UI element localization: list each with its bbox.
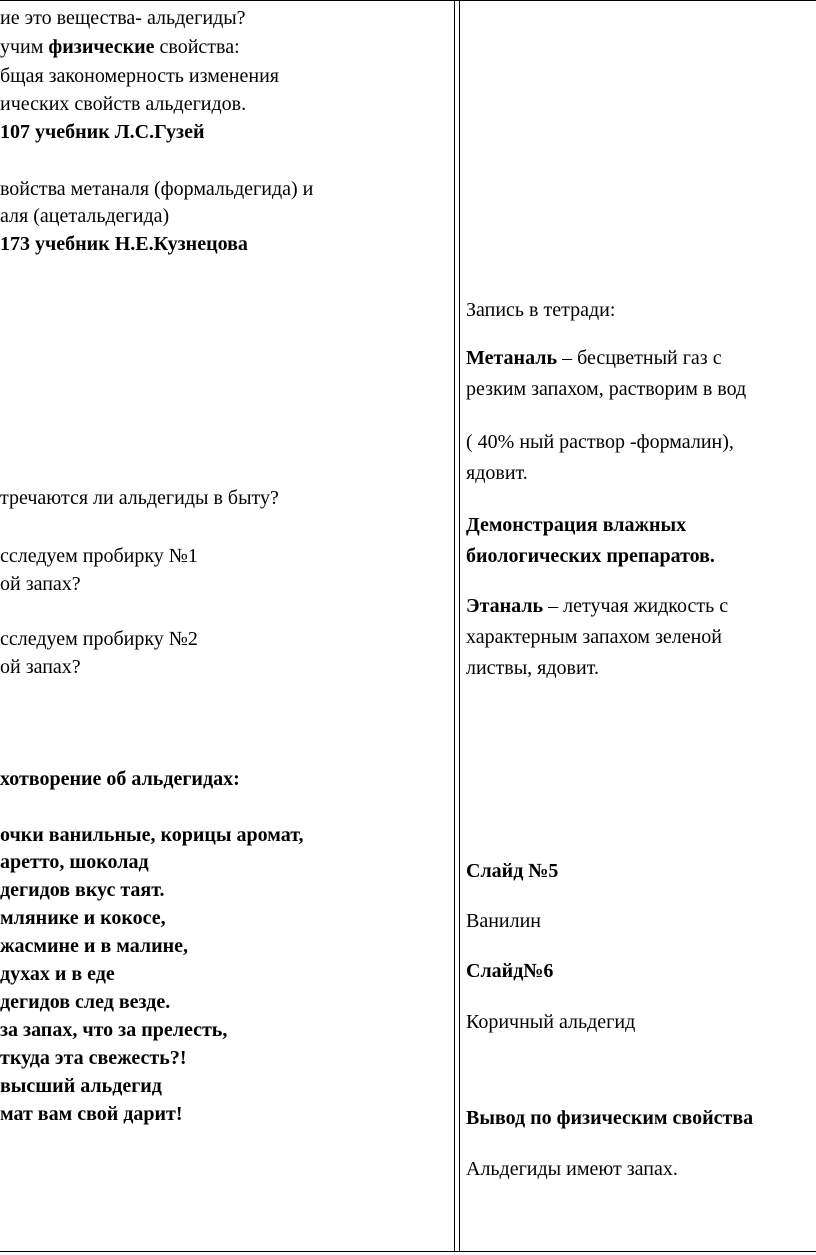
poem-line: дегидов вкус таят. bbox=[0, 879, 165, 901]
formalin-line: ( 40% ный раствор -формалин), bbox=[466, 431, 734, 453]
poem-line: за запах, что за прелесть, bbox=[0, 1019, 228, 1041]
etanal-definition bbox=[466, 594, 728, 618]
test-tube-1-line-2: ой запах? bbox=[0, 573, 81, 595]
properties-line-1: войства метаналя (формальдегида) и bbox=[0, 178, 314, 200]
demonstration-line-2: биологических препаратов. bbox=[466, 545, 715, 567]
etanal-line-3: листвы, ядовит. bbox=[466, 657, 599, 679]
pattern-line-2: ических свойств альдегидов. bbox=[0, 93, 247, 115]
study-suffix: свойства: bbox=[154, 36, 240, 58]
etanal-def-text: – летучая жидкость с bbox=[543, 595, 729, 617]
poem-line: высший альдегид bbox=[0, 1075, 162, 1097]
pattern-line-1: бщая закономерность изменения bbox=[0, 65, 279, 87]
poem-line: аретто, шоколад bbox=[0, 851, 149, 873]
poem-line: мат вам свой дарит! bbox=[0, 1103, 183, 1125]
metanal-definition bbox=[466, 346, 722, 370]
study-bold-word: физические bbox=[48, 36, 155, 58]
etanal-line-2: характерным запахом зеленой bbox=[466, 626, 723, 648]
slide-6-label: Слайд№6 bbox=[466, 960, 554, 982]
study-physical-properties bbox=[0, 35, 240, 59]
properties-line-2: аля (ацетальдегида) bbox=[0, 205, 170, 227]
poisonous-line: ядовит. bbox=[466, 462, 528, 484]
poem-line: духах и в еде bbox=[0, 963, 115, 985]
right-table-cell bbox=[460, 0, 816, 1251]
metanal-line-2: резким запахом, растворим в вод bbox=[466, 378, 747, 400]
poem-title: хотворение об альдегидах: bbox=[0, 768, 240, 790]
metanal-term: Метаналь bbox=[466, 347, 558, 369]
conclusion-text: Альдегиды имеют запах. bbox=[466, 1158, 678, 1180]
conclusion-heading: Вывод по физическим свойства bbox=[466, 1107, 754, 1129]
notebook-heading: Запись в тетради: bbox=[466, 299, 616, 321]
question-aldehydes-at-home: тречаются ли альдегиды в быту? bbox=[0, 487, 279, 509]
cinnamaldehyde-label: Коричный альдегид bbox=[466, 1011, 636, 1033]
demonstration-line-1: Демонстрация влажных bbox=[466, 514, 687, 536]
question-what-are-aldehydes: ие это вещества- альдегиды? bbox=[0, 7, 246, 29]
textbook-reference-guzei: 107 учебник Л.С.Гузей bbox=[0, 121, 205, 143]
poem-line: дегидов след везде. bbox=[0, 991, 171, 1013]
etanal-term: Этаналь bbox=[466, 595, 544, 617]
textbook-reference-kuznetsova: 173 учебник Н.Е.Кузнецова bbox=[0, 233, 248, 255]
column-divider-line bbox=[454, 0, 455, 1252]
poem-line: ткуда эта свежесть?! bbox=[0, 1047, 187, 1069]
metanal-def-text: – бесцветный газ с bbox=[557, 347, 722, 369]
study-prefix: учим bbox=[0, 36, 49, 58]
poem-line: млянике и кокосе, bbox=[0, 907, 166, 929]
poem-line: жасмине и в малине, bbox=[0, 935, 189, 957]
poem-line: очки ванильные, корицы аромат, bbox=[0, 824, 304, 846]
test-tube-2-line-2: ой запах? bbox=[0, 656, 81, 678]
test-tube-2-line-1: сследуем пробирку №2 bbox=[0, 628, 198, 650]
vanillin-label: Ванилин bbox=[466, 910, 542, 932]
test-tube-1-line-1: сследуем пробирку №1 bbox=[0, 545, 198, 567]
slide-5-label: Слайд №5 bbox=[466, 860, 559, 882]
table-bottom-border bbox=[0, 1251, 816, 1252]
